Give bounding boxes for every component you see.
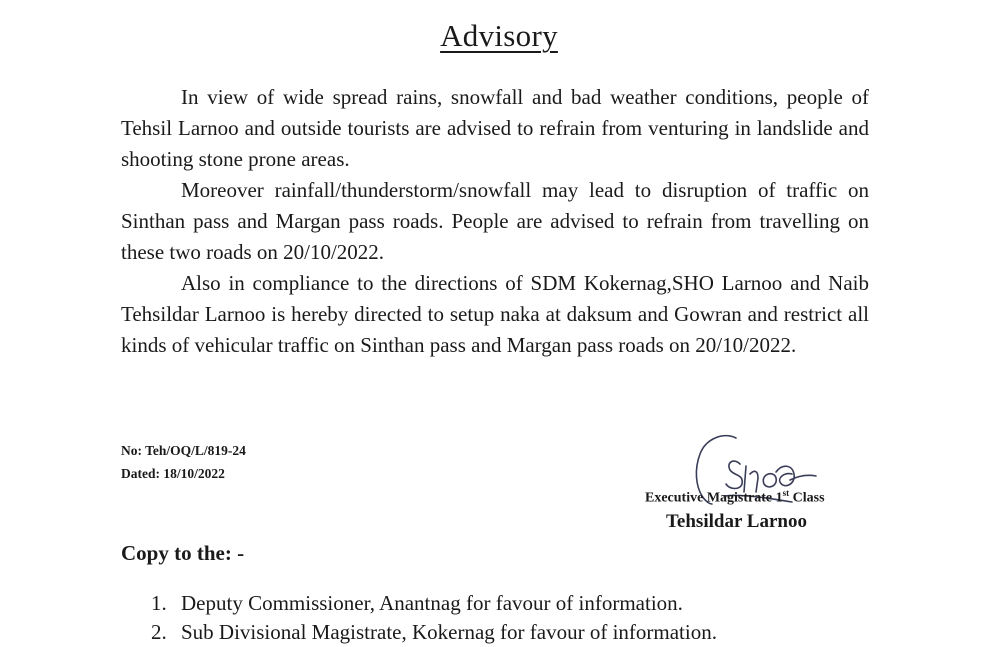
issuing-office: Tehsildar Larnoo [666, 511, 807, 532]
paragraph-3: Also in compliance to the directions of SDM Kokernag,SHO Larnoo and Naib Tehsildar Larnoo is hereby directed to setup naka at daksum and Gowran and restrict all kinds of vehicular traffic on Sinthan pass and Margan pass roads on 20/10/2022. [121, 271, 869, 357]
designation-suffix: Class [789, 490, 825, 506]
reference-number: No: Teh/OQ/L/819-24 [121, 443, 246, 458]
copy-to-heading: Copy to the: - [121, 541, 245, 565]
handwritten-signature [684, 424, 824, 524]
list-item [151, 589, 717, 618]
advisory-body [121, 82, 869, 361]
dated-line: Dated: 18/10/2022 [121, 466, 225, 481]
document-title: Advisory [440, 18, 558, 53]
designation-ordinal: st [782, 488, 790, 498]
designation [645, 488, 825, 507]
paragraph-1: In view of wide spread rains, snowfall and bad weather conditions, people of Tehsil Larnoo and outside tourists are advised to refrain from venturing in landslide and shooting stone prone areas. [121, 85, 869, 171]
list-item-number: 2. [151, 620, 167, 644]
designation-prefix: Executive Magistrate 1 [645, 490, 783, 506]
list-item-number: 1. [151, 591, 167, 615]
list-item [151, 618, 717, 647]
paragraph-2: Moreover rainfall/thunderstorm/snowfall may lead to disruption of traffic on Sinthan pass and Margan pass roads. People are advised to refrain from travelling on these two roads on 20/10/2022. [121, 178, 869, 264]
list-item-text: Sub Divisional Magistrate, Kokernag for favour of information. [181, 620, 717, 644]
copy-to-list [151, 589, 717, 647]
list-item-text: Deputy Commissioner, Anantnag for favour of information. [181, 591, 683, 615]
